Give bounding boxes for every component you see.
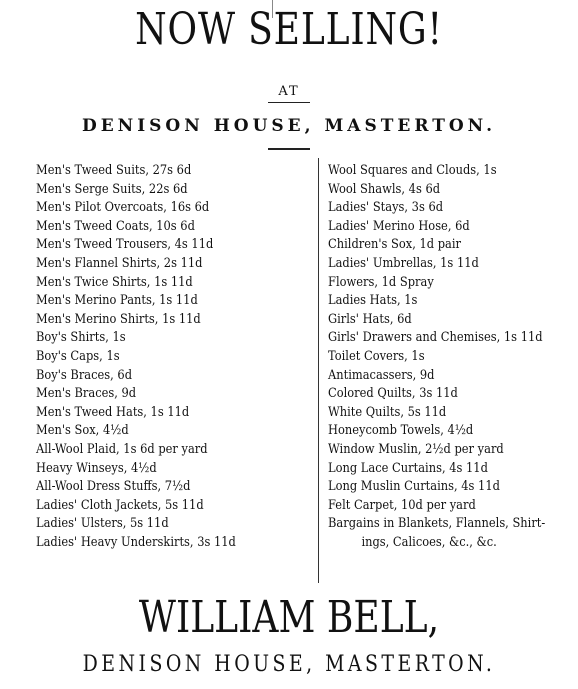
list-item: Ladies' Merino Hose, 6d [328, 218, 470, 234]
list-item: Colored Quilts, 3s 11d [328, 386, 458, 402]
list-item: Heavy Winseys, 4½d [36, 460, 157, 476]
list-item: Children's Sox, 1d pair [328, 237, 461, 253]
column-divider [318, 158, 319, 583]
list-item: Men's Tweed Suits, 27s 6d [36, 163, 192, 178]
list-item: All-Wool Dress Stuffs, 7½d [36, 479, 191, 495]
list-item: White Quilts, 5s 11d [328, 404, 447, 420]
list-item: Men's Pilot Overcoats, 16s 6d [36, 200, 210, 216]
list-item: Men's Sox, 4½d [36, 423, 129, 439]
list-item: Antimacassers, 9d [328, 367, 435, 383]
list-item: Toilet Covers, 1s [328, 348, 425, 364]
list-item [328, 515, 566, 552]
list-item: Boy's Caps, 1s [36, 348, 120, 364]
merchant-name: WILLIAM BELL, [138, 592, 440, 643]
short-rule [268, 102, 310, 103]
list-item: All-Wool Plaid, 1s 6d per yard [36, 441, 208, 457]
list-item: Ladies' Umbrellas, 1s 11d [328, 255, 479, 271]
list-item: Felt Carpet, 10d per yard [328, 497, 476, 513]
list-item: Window Muslin, 2½d per yard [328, 441, 504, 457]
list-item: Ladies' Heavy Underskirts, 3s 11d [36, 534, 236, 550]
list-item: Honeycomb Towels, 4½d [328, 423, 474, 439]
list-item: Men's Serge Suits, 22s 6d [36, 181, 188, 197]
list-item: Boy's Braces, 6d [36, 367, 133, 383]
at-label: AT [278, 84, 300, 99]
store-name: DENISON HOUSE, MASTERTON. [81, 116, 497, 136]
left-price-column [36, 162, 312, 552]
headline: NOW SELLING! [135, 4, 443, 55]
list-item: Ladies Hats, 1s [328, 293, 418, 309]
bargains-line-2: ings, Calicoes, &c., &c. [361, 534, 497, 550]
store-address: DENISON HOUSE, MASTERTON. [82, 652, 496, 677]
list-item: Boy's Shirts, 1s [36, 330, 126, 346]
list-item: Men's Merino Pants, 1s 11d [36, 293, 198, 309]
bargains-line-1: Bargains in Blankets, Flannels, Shirt- [328, 516, 546, 532]
list-item: Men's Tweed Hats, 1s 11d [36, 404, 190, 420]
list-item: Wool Squares and Clouds, 1s [328, 163, 497, 178]
list-item: Wool Shawls, 4s 6d [328, 181, 441, 197]
list-item: Men's Merino Shirts, 1s 11d [36, 311, 201, 327]
list-item: Long Muslin Curtains, 4s 11d [328, 479, 500, 495]
list-item: Men's Tweed Coats, 10s 6d [36, 218, 195, 234]
list-item: Men's Twice Shirts, 1s 11d [36, 274, 193, 290]
list-item: Girls' Hats, 6d [328, 311, 412, 327]
list-item: Men's Braces, 9d [36, 386, 137, 402]
list-item: Flowers, 1d Spray [328, 274, 434, 290]
list-item: Men's Tweed Trousers, 4s 11d [36, 237, 214, 253]
list-item: Ladies' Stays, 3s 6d [328, 200, 444, 216]
list-item: Ladies' Ulsters, 5s 11d [36, 516, 169, 532]
right-price-column [328, 162, 568, 552]
list-item: Ladies' Cloth Jackets, 5s 11d [36, 497, 204, 513]
list-item: Long Lace Curtains, 4s 11d [328, 460, 488, 476]
list-item: Men's Flannel Shirts, 2s 11d [36, 255, 203, 271]
divider-rule [268, 148, 310, 150]
list-item: Girls' Drawers and Chemises, 1s 11d [328, 330, 543, 346]
